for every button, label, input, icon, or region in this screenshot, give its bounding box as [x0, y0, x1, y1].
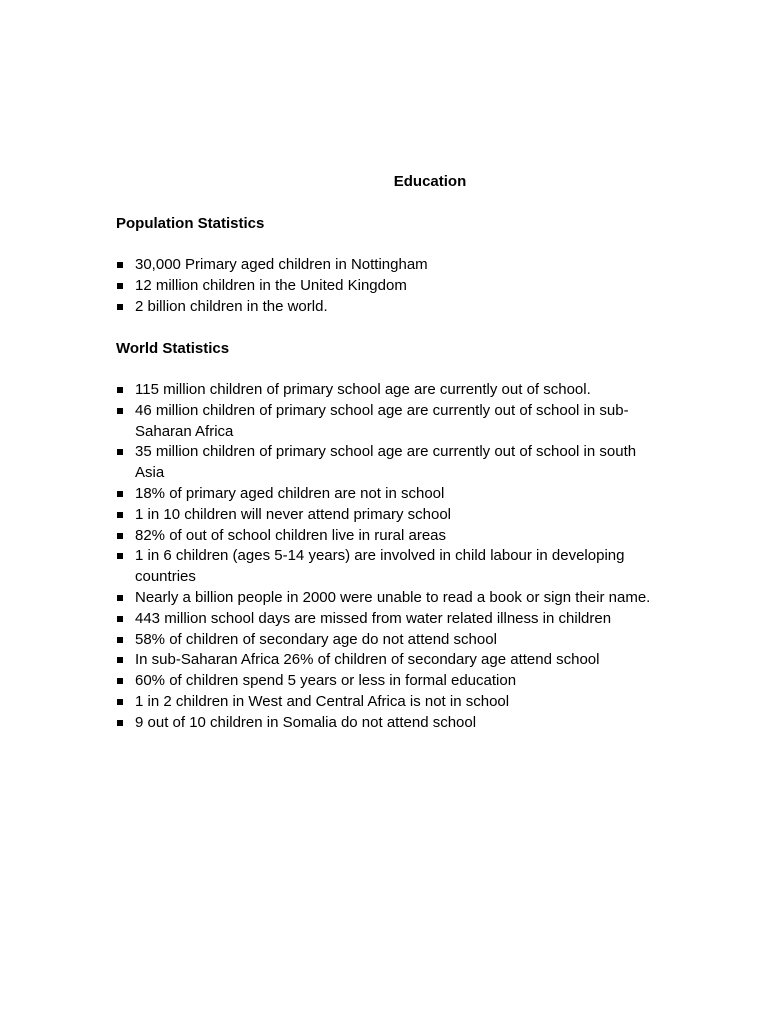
list-item-text: 443 million school days are missed from water related illness in children — [135, 609, 612, 627]
square-bullet-icon — [117, 512, 123, 518]
list-item-text: 58% of children of secondary age do not attend school — [135, 630, 497, 648]
list-item — [116, 505, 661, 526]
list-item — [116, 401, 661, 443]
list-item — [116, 526, 661, 547]
square-bullet-icon — [117, 387, 123, 393]
list-item — [116, 713, 661, 734]
list-item — [116, 276, 661, 297]
list-item — [116, 650, 661, 671]
world-statistics-list — [116, 380, 661, 734]
list-item — [116, 297, 661, 318]
square-bullet-icon — [117, 304, 123, 310]
square-bullet-icon — [117, 449, 123, 455]
list-item-text: 82% of out of school children live in rural areas — [135, 526, 447, 544]
list-item-text: 18% of primary aged children are not in school — [135, 484, 445, 502]
square-bullet-icon — [117, 553, 123, 559]
square-bullet-icon — [117, 616, 123, 622]
square-bullet-icon — [117, 283, 123, 289]
list-item — [116, 380, 661, 401]
square-bullet-icon — [117, 408, 123, 414]
world-statistics-heading: World Statistics — [116, 340, 230, 357]
square-bullet-icon — [117, 262, 123, 268]
list-item — [116, 442, 661, 484]
list-item-text: Nearly a billion people in 2000 were unable to read a book or sign their name. — [135, 588, 651, 606]
list-item-text: 1 in 10 children will never attend primary school — [135, 505, 451, 523]
list-item — [116, 484, 661, 505]
list-item-text: 30,000 Primary aged children in Nottingham — [135, 256, 428, 273]
population-statistics-heading: Population Statistics — [116, 215, 265, 232]
list-item-text: In sub-Saharan Africa 26% of children of secondary age attend school — [135, 651, 600, 669]
list-item-text: 60% of children spend 5 years or less in formal education — [135, 672, 517, 690]
list-item-text: 35 million children of primary school age are currently out of school in south Asia — [135, 443, 637, 482]
list-item — [116, 630, 661, 651]
square-bullet-icon — [117, 657, 123, 663]
list-item-text: 9 out of 10 children in Somalia do not attend school — [135, 713, 477, 731]
list-item-text: 115 million children of primary school age are currently out of school. — [135, 381, 591, 398]
square-bullet-icon — [117, 699, 123, 705]
list-item — [116, 255, 661, 276]
square-bullet-icon — [117, 720, 123, 726]
square-bullet-icon — [117, 637, 123, 643]
square-bullet-icon — [117, 595, 123, 601]
list-item — [116, 588, 661, 609]
document-title: Education — [393, 173, 467, 190]
list-item-text: 1 in 2 children in West and Central Africa is not in school — [135, 692, 510, 710]
square-bullet-icon — [117, 533, 123, 539]
list-item — [116, 609, 661, 630]
list-item-text: 2 billion children in the world. — [135, 297, 328, 315]
square-bullet-icon — [117, 491, 123, 497]
list-item — [116, 692, 661, 713]
list-item — [116, 546, 661, 588]
list-item-text: 12 million children in the United Kingdom — [135, 276, 407, 294]
square-bullet-icon — [117, 678, 123, 684]
list-item-text: 46 million children of primary school age are currently out of school in sub-Saharan Africa — [135, 401, 629, 440]
list-item — [116, 671, 661, 692]
population-statistics-list — [116, 255, 661, 317]
list-item-text: 1 in 6 children (ages 5-14 years) are involved in child labour in developing countries — [135, 547, 625, 586]
